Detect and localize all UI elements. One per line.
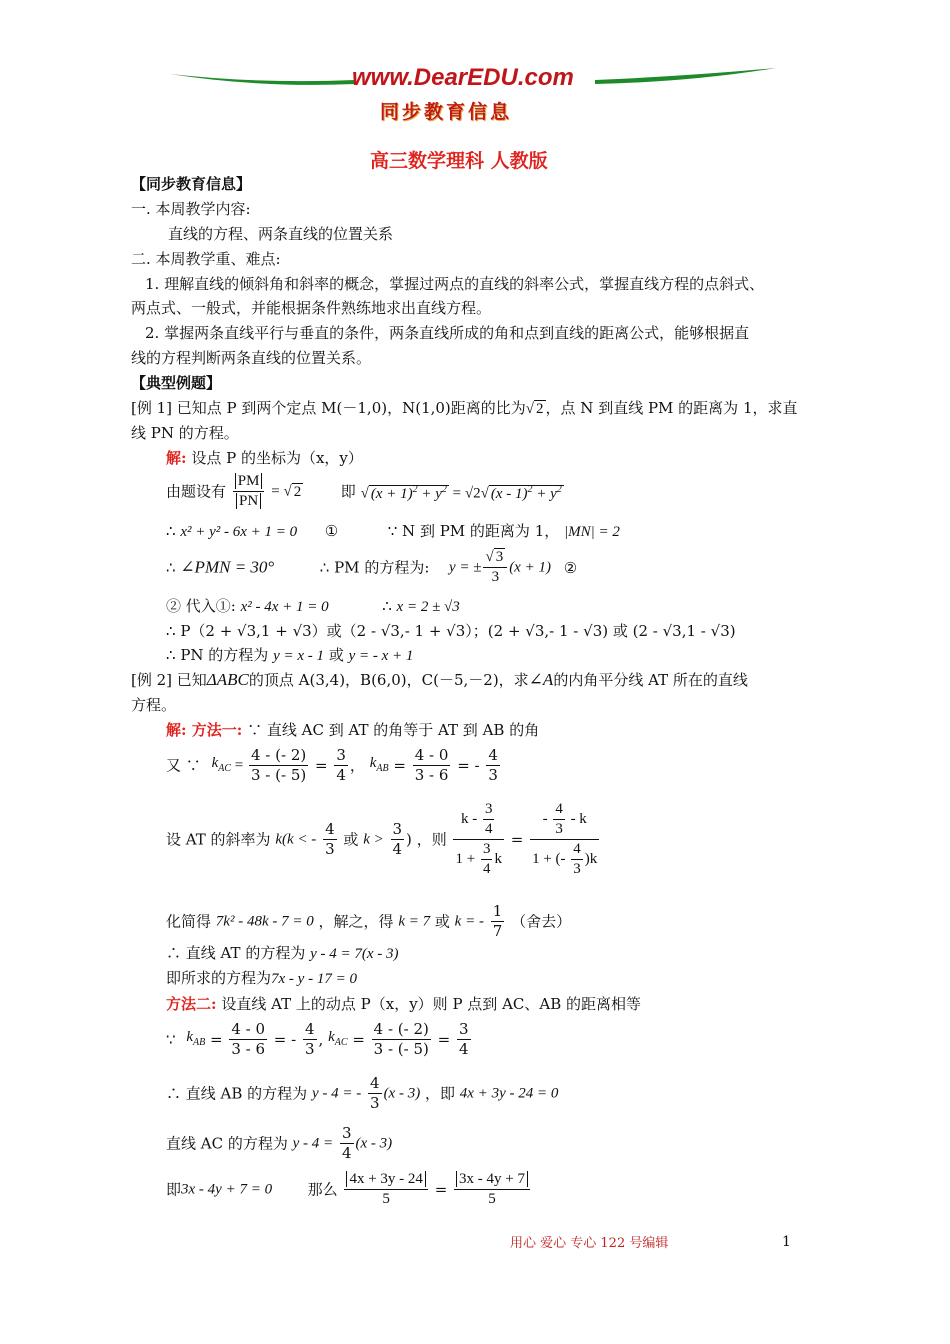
examples-heading: 【典型例题】	[131, 374, 222, 392]
four-thirds-b: $\frac{4}{3}$	[325, 820, 335, 858]
example-1-substitute-line: ② 代入①: x² - 4x + 1 = 0 ∴ x = 2 ± √3	[166, 597, 460, 615]
three-fourths-d: $\frac{3}{4}$	[341, 1124, 352, 1162]
four-thirds-d: $\frac{4}{3}$	[370, 1074, 380, 1112]
four-thirds: $\frac{4}{3}$	[488, 746, 498, 784]
page-title: 高三数学理科 人教版	[370, 150, 548, 172]
page-number: 1	[782, 1234, 791, 1250]
example-1-answer-line: ∴ PN 的方程为 y = x - 1 或 y = - x + 1	[166, 646, 414, 664]
example-2-angle-equation: 设 AT 的斜率为 k(k < - $\frac{4}{3}$ 或 k > $\frac{3}{4}$ ) ，则 k - $\frac{3}{4}$ 1 + $\frac{3}{4}$ k = - $\frac{4}{3}$ - k 1 + (- $\frac{4}{3}$ )k	[166, 801, 598, 877]
example-1-question-line-1: [例 1] 已知点 P 到两个定点 M(－1,0)，N(1,0)距离的比为√ 2 ，点 N 到直线 PM 的距离为 1，求直	[131, 399, 798, 417]
example-2-question-line-2: 方程。	[131, 696, 177, 714]
three-fourths: $\frac{3}{4}$	[336, 746, 346, 784]
three-fourths-c: $\frac{3}{4}$	[459, 1020, 469, 1058]
ratio-fraction: $\frac{PM}{PN}$	[233, 472, 265, 511]
site-logo[interactable]: www.DearEDU.com	[352, 64, 574, 91]
section-1-body: 直线的方程、两条直线的位置关系	[168, 225, 394, 243]
distance-fraction-ab: $\frac{4x + 3y - 24}{5}$	[344, 1170, 427, 1209]
example-2-slopes-line: 又 ∵ $k_{AC}$ = $\frac{4 - (- 2)}{3 - (- 5)}$ = $\frac{3}{4}$ ， $k_{AB}$ = $\frac{4 - 0}{3 - 6}$ = - $\frac{4}{3}$	[166, 746, 498, 784]
example-2-distance-line: 即3x - 4y + 7 = 0 那么 $\frac{4x + 3y - 24}{5}$ = $\frac{3x - 4y + 7}{5}$	[166, 1170, 532, 1209]
four-thirds-c: $\frac{4}{3}$	[304, 1020, 315, 1058]
example-2-slopes-line-2: ∵ $k_{AB}$ = $\frac{4 - 0}{3 - 6}$ = - $\frac{4}{3}$ , $k_{AC}$ = $\frac{4 - (- 2)}{3 - (- 5)}$ = $\frac{3}{4}$	[166, 1020, 469, 1058]
header-subtitle: 同步教育信息	[380, 101, 513, 123]
method-1-label: 解: 方法一:	[166, 721, 243, 739]
example-2-ac-line: 直线 AC 的方程为 y - 4 = $\frac{3}{4}$ (x - 3)	[166, 1124, 393, 1162]
example-2-answer-line: 即所求的方程为7x - y - 17 = 0	[166, 969, 357, 987]
tan-lhs-fraction: k - $\frac{3}{4}$ 1 + $\frac{3}{4}$ k	[455, 801, 502, 877]
one-seventh: $\frac{1}{7}$	[492, 902, 503, 940]
distance-fraction-ac: $\frac{3x - 4y + 7}{5}$	[454, 1170, 530, 1209]
example-2-question-line-1: [例 2] 已知ΔABC的顶点 A(3,4)，B(6,0)，C(－5,－2)，求∠A的内角平分线 AT 所在的直线	[131, 670, 748, 689]
example-1-circle-line: ∴ x² + y² - 6x + 1 = 0 ① ∵ N 到 PM 的距离为 1， |MN| = 2	[166, 522, 620, 540]
kac-fraction-2: $\frac{4 - (- 2)}{3 - (- 5)}$	[373, 1020, 429, 1058]
solution-label: 解:	[166, 449, 187, 467]
example-2-ab-line: ∴ 直线 AB 的方程为 y - 4 = - $\frac{4}{3}$ (x - 3) ，即 4x + 3y - 24 = 0	[166, 1074, 559, 1112]
tan-rhs-fraction: - $\frac{4}{3}$ - k 1 + (- $\frac{4}{3}$ )k	[532, 801, 598, 877]
footer-text: 用心 爱心 专心 122 号编辑	[510, 1236, 669, 1251]
kab-fraction-2: $\frac{4 - 0}{3 - 6}$	[231, 1020, 266, 1058]
sqrt3-over-3: $\frac{√ 3}{3}$	[483, 548, 507, 587]
kab-fraction: $\frac{4 - 0}{3 - 6}$	[414, 746, 449, 784]
section-1-heading: 一. 本周教学内容:	[131, 200, 251, 218]
example-2-method-1-line: 解: 方法一: ∵ 直线 AC 到 AT 的角等于 AT 到 AB 的角	[166, 721, 540, 739]
example-1-question-line-2: 线 PN 的方程。	[131, 424, 239, 442]
kac-fraction: $\frac{4 - (- 2)}{3 - (- 5)}$	[250, 746, 307, 784]
method-2-label: 方法二:	[166, 995, 217, 1013]
example-2-simplify-line: 化简得 7k² - 48k - 7 = 0 ，解之，得 k = 7 或 k = - $\frac{1}{7}$ （舍去）	[166, 902, 572, 940]
example-1-points-line: ∴ P（2 + √3,1 + √3）或（2 - √3,- 1 + √3）；(2 + √3,- 1 - √3) 或 (2 - √3,1 - √3)	[166, 622, 736, 640]
point-1-line-b: 两点式、一般式，并能根据条件熟练地求出直线方程。	[131, 299, 492, 317]
example-1-ratio-line: 由题设有 $\frac{PM}{PN}$ = √ 2 即 √ $(x + 1)^2 + y^2 = √2√$ $(x - 1)^2 + y^2$	[166, 473, 562, 509]
section-2-heading: 二. 本周教学重、难点:	[131, 250, 281, 268]
example-2-method-2-line: 方法二: 设直线 AT 上的动点 P（x，y）则 P 点到 AC、AB 的距离相等	[166, 995, 642, 1013]
point-2-line-b: 线的方程判断两条直线的位置关系。	[131, 349, 372, 367]
example-2-at-line: ∴ 直线 AT 的方程为 y - 4 = 7(x - 3)	[166, 944, 399, 962]
three-fourths-b: $\frac{3}{4}$	[392, 820, 403, 858]
info-heading: 【同步教育信息】	[131, 175, 252, 193]
point-2-line-a: 2. 掌握两条直线平行与垂直的条件，两条直线所成的角和点到直线的距离公式，能够根据直	[145, 324, 750, 342]
example-1-solution-line-1: 解: 设点 P 的坐标为（x，y）	[166, 449, 363, 467]
point-1-line-a: 1. 理解直线的倾斜角和斜率的概念，掌握过两点的直线的斜率公式，掌握直线方程的点斜式、	[145, 275, 765, 293]
example-1-angle-line: ∴ ∠PMN = 30° ∴ PM 的方程为: y = ± $\frac{√ 3}{3}$ (x + 1) ②	[166, 549, 578, 585]
